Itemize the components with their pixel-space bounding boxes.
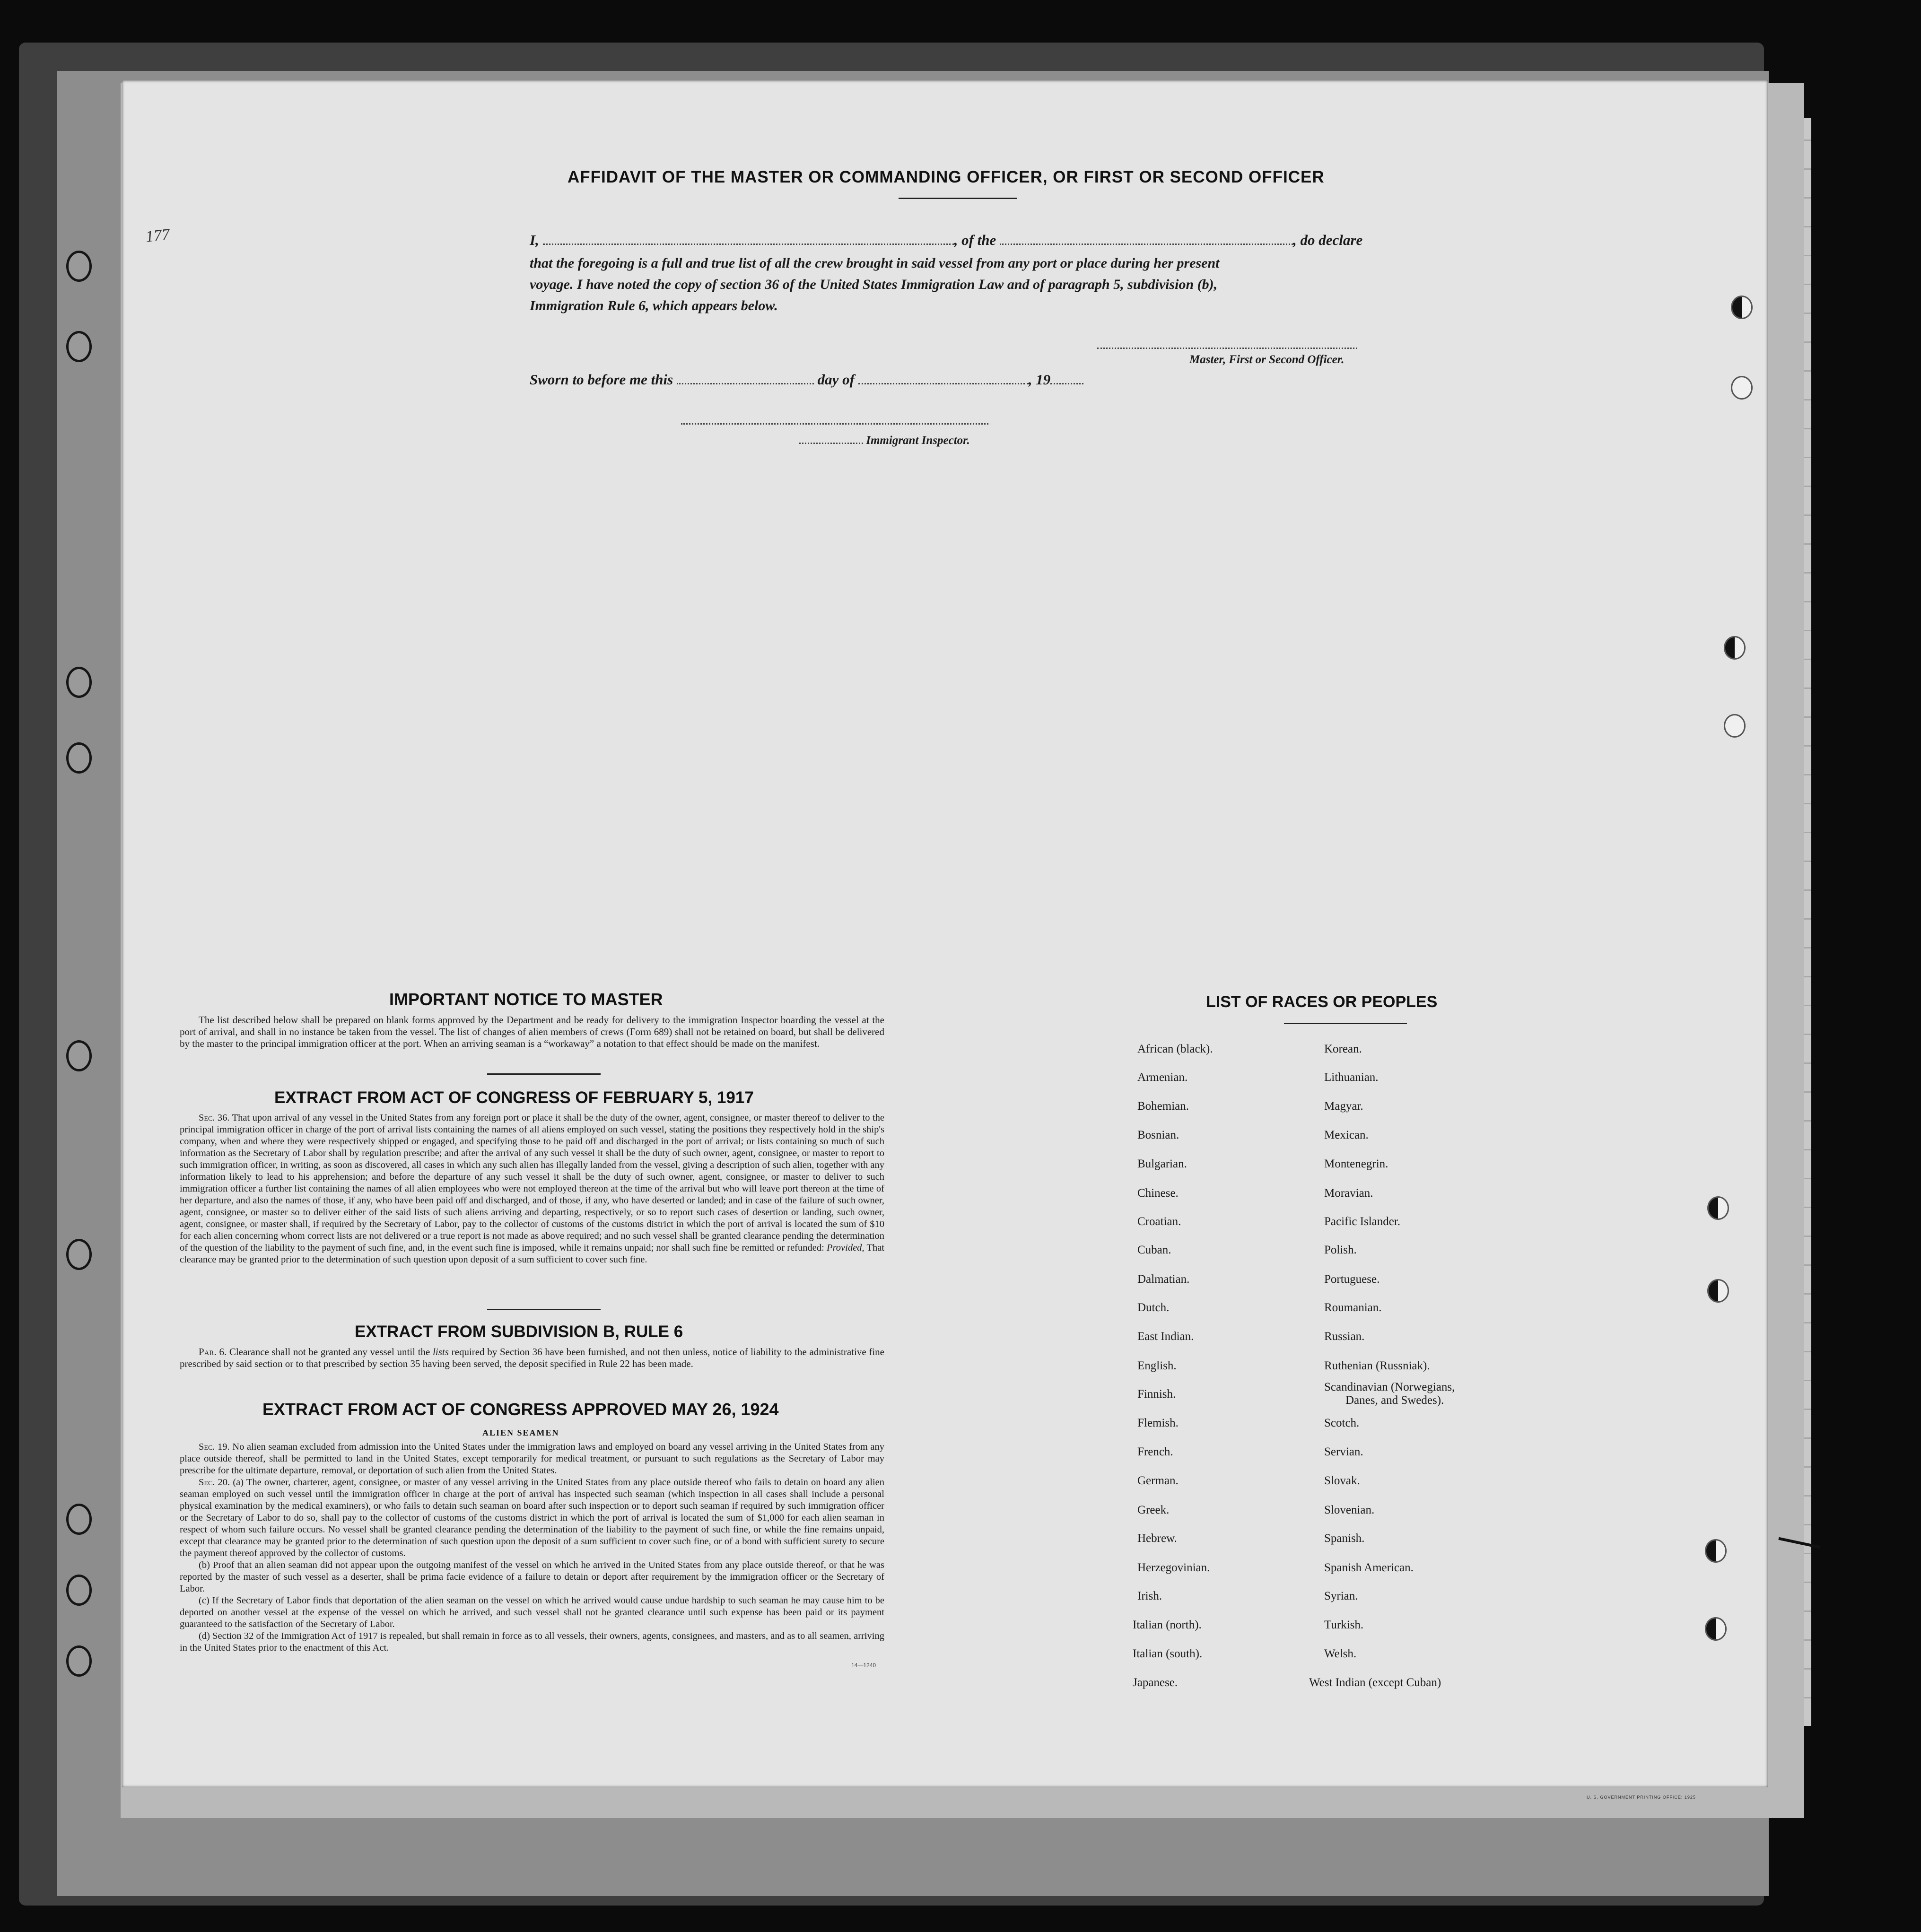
- affidavit-of-the: , of the: [954, 232, 996, 248]
- race-item: Croatian.: [1137, 1215, 1181, 1228]
- sec-20-label: Sec. 20.: [199, 1477, 230, 1488]
- punch-hole-icon: [1731, 296, 1753, 319]
- race-item: Herzegovinian.: [1137, 1561, 1210, 1574]
- race-item: Bulgarian.: [1137, 1157, 1187, 1170]
- races-title: LIST OF RACES OR PEOPLES: [1206, 993, 1438, 1011]
- punch-hole-icon: [1724, 636, 1746, 660]
- extract-1917-title: EXTRACT FROM ACT OF CONGRESS OF FEBRUARY 5, 1917: [274, 1088, 754, 1107]
- race-item: Flemish.: [1137, 1417, 1179, 1429]
- race-item: Scandinavian (Norwegians,: [1324, 1381, 1455, 1393]
- rule6-text-b: required by Section 36 have been furnished, and not then unless, notice of liability to the administrative fine prescribed by said section or to that prescribed by section 35 having been served, the deposit specified in Rule 22 has been made.: [180, 1346, 885, 1369]
- inspector-label: Immigrant Inspector.: [866, 434, 970, 447]
- race-item: Greek.: [1137, 1504, 1170, 1516]
- race-item: German.: [1137, 1474, 1179, 1487]
- extract-1917-rule: [487, 1309, 601, 1310]
- sworn-line: [530, 371, 1083, 388]
- punch-hole-icon: [1731, 376, 1753, 400]
- extract-rule6-body: [180, 1346, 884, 1370]
- race-item: Slovak.: [1324, 1474, 1360, 1487]
- race-item: Scotch.: [1324, 1417, 1360, 1429]
- race-item: Pacific Islander.: [1324, 1215, 1401, 1228]
- race-item: Cuban.: [1137, 1244, 1171, 1256]
- sec-20a-text: (a) The owner, charterer, agent, consignee, or master of any vessel arriving in the United States from any place outside thereof who fails to detain on board any alien seaman employed on such vessel until the immigration officer in charge at the port of arrival has inspected such seaman (which inspection in all cases shall include a personal physical examination by the medical examiners), or who fails to detain such seaman on board after such inspection or to deport such seaman if required by such immigration officer or the Secretary of Labor to do so, shall pay to the collector of customs of the customs district in which the port of arrival is located the sum of $1,000 for each alien seaman in respect of whom such failure occurs. No vessel shall be granted clearance pending the determination of the liability to the payment of such fine, or while the fine remains unpaid, except that clearance may be granted prior to the determination of such question upon the deposit of a sum sufficient to cover such fine, or of a bond with sufficient surety to secure the payment thereof approved by the collector of customs.: [180, 1477, 885, 1558]
- race-item: Magyar.: [1324, 1100, 1363, 1113]
- race-item: Bohemian.: [1137, 1100, 1189, 1113]
- affidavit-line-3: voyage. I have noted the copy of section 36 of the United States Immigration Law and of paragraph 5, subdivision (b),: [530, 277, 1218, 292]
- race-item: Dalmatian.: [1137, 1273, 1190, 1286]
- rule6-text-a: Clearance shall not be granted any vessel until the: [229, 1346, 430, 1358]
- vessel-field[interactable]: [1000, 235, 1293, 245]
- race-item: Korean.: [1324, 1043, 1362, 1055]
- sec-36-text: That upon arrival of any vessel in the United States from any foreign port or place it shall be the duty of the owner, agent, consignee, or master thereof to deliver to the principal immigration officer in charge of the port of arrival lists containing the names of all aliens employed on such vessel, stating the positions they respectively hold in the ship's company, when and where they were respectively shipped or engaged, and specifying those to be paid off and discharged in the port of arrival; or lists containing so much of such information as the Secretary of Labor shall by regulation prescribe; and after the arrival of any such vessel it shall be the duty of such owner, agent, consignee, or master to report to such immigration officer, in writing, as soon as discovered, all cases in which any such alien has illegally landed from the vessel, giving a description of such alien, together with any information likely to lead to his apprehension; and before the departure of any such vessel it shall be the duty of such owner, agent, consignee, or master to deliver to such immigration officer a further list containing the names of all alien employees who were not employed thereon at the time of the arrival but who will leave port thereon at the time of her departure, and also the names of those, if any, who have been paid off and discharged, and of those, if any, who have deserted or landed; and in case of the failure of such owner, agent, consignee, or master so to deliver either of the said lists of such aliens arriving and departing, respectively, or so to report such cases of desertion or landing, such owner, agent, consignee, or master shall, if required by the Secretary of Labor, pay to the collector of customs of the customs district in which the port of arrival is located the sum of $10 for each alien concerning whom correct lists are not delivered or a true report is not made as above required; and no such vessel shall be granted clearance pending the determination of the question of the liability to the payment of such fine, and, in the event such fine is imposed, while it remains unpaid; nor shall such fine be remitted or refunded:: [180, 1113, 884, 1253]
- ring-hole-icon: [66, 331, 92, 362]
- race-item: Finnish.: [1137, 1388, 1176, 1401]
- inspector-name-field[interactable]: [799, 437, 863, 444]
- margin-note: 177: [145, 226, 171, 246]
- extract-1917-body: [180, 1112, 884, 1266]
- sec-20d-text: (d) Section 32 of the Immigration Act of 1917 is repealed, but shall remain in force as to all vessels, their owners, agents, consignees, and masters, and as to all seamen, arriving in the United States prior to the enactment of this Act.: [180, 1631, 884, 1653]
- affidavit-line-2: that the foregoing is a full and true list of all the crew brought in said vessel from any port or place during her present: [530, 255, 1220, 271]
- race-item: Spanish.: [1324, 1532, 1365, 1545]
- printer-imprint: U. S. GOVERNMENT PRINTING OFFICE: 1925: [1587, 1795, 1696, 1800]
- punch-hole-icon: [1705, 1539, 1727, 1563]
- race-item: Italian (south).: [1133, 1647, 1203, 1660]
- race-item: Chinese.: [1137, 1187, 1179, 1200]
- race-item: Slovenian.: [1324, 1504, 1375, 1516]
- race-item: Welsh.: [1324, 1647, 1357, 1660]
- race-item: Turkish.: [1324, 1619, 1364, 1631]
- extract-1924-body: [180, 1441, 884, 1654]
- race-item: Hebrew.: [1137, 1532, 1177, 1545]
- sworn-year: , 19: [1028, 371, 1051, 388]
- sworn-day-field[interactable]: [677, 374, 814, 384]
- punch-hole-icon: [1707, 1279, 1729, 1303]
- ring-hole-icon: [66, 1239, 92, 1270]
- race-item: Armenian.: [1137, 1071, 1188, 1084]
- races-title-rule: [1284, 1023, 1407, 1024]
- race-item: Danes, and Swedes).: [1345, 1394, 1444, 1407]
- race-item: Lithuanian.: [1324, 1071, 1379, 1084]
- race-item: Portuguese.: [1324, 1273, 1380, 1286]
- notice-body: [180, 1014, 884, 1050]
- punch-hole-icon: [1705, 1617, 1727, 1641]
- race-item: Moravian.: [1324, 1187, 1373, 1200]
- sec-20b-text: (b) Proof that an alien seaman did not appear upon the outgoing manifest of the vessel on which he arrived in the United States from any place outside thereof, or that he was reported by the master of such vessel as a deserter, shall be prima facie evidence of a failure to detain or deport after requirement by the immigration officer or the Secretary of Labor.: [180, 1560, 884, 1594]
- race-item: French.: [1137, 1445, 1173, 1458]
- sworn-year-field[interactable]: [1050, 374, 1083, 384]
- inspector-line: [799, 434, 970, 447]
- affidavit-declare: , do declare: [1293, 232, 1363, 248]
- race-item: West Indian (except Cuban): [1309, 1676, 1441, 1689]
- race-item: Irish.: [1137, 1590, 1162, 1602]
- race-item: Japanese.: [1133, 1676, 1178, 1689]
- sec-36-label: Sec. 36.: [199, 1113, 230, 1123]
- alien-seamen-subtitle: ALIEN SEAMEN: [482, 1428, 559, 1437]
- notice-rule: [487, 1073, 601, 1075]
- affidavit-line-1: [530, 232, 1362, 249]
- race-item: English.: [1137, 1359, 1177, 1372]
- race-item: Dutch.: [1137, 1301, 1170, 1314]
- ring-hole-icon: [66, 1575, 92, 1606]
- master-signature-label: Master, First or Second Officer.: [1189, 353, 1345, 366]
- master-signature-line[interactable]: [1097, 348, 1357, 349]
- punch-hole-icon: [1707, 1196, 1729, 1220]
- race-item: East Indian.: [1137, 1330, 1194, 1343]
- affidavit-line-4: Immigration Rule 6, which appears below.: [530, 298, 778, 313]
- race-item: Italian (north).: [1133, 1619, 1202, 1631]
- race-item: Montenegrin.: [1324, 1157, 1388, 1170]
- provided-label: Provided,: [827, 1243, 864, 1253]
- race-item: Polish.: [1324, 1244, 1357, 1256]
- par-6-label: Par. 6.: [199, 1346, 227, 1358]
- race-item: Russian.: [1324, 1330, 1365, 1343]
- ring-hole-icon: [66, 742, 92, 774]
- ring-hole-icon: [66, 251, 92, 282]
- lists-word: lists: [433, 1346, 449, 1358]
- affidavit-i: I,: [530, 232, 539, 248]
- race-item: Syrian.: [1324, 1590, 1358, 1602]
- ring-hole-icon: [66, 1504, 92, 1535]
- sec-19-text: No alien seaman excluded from admission into the United States under the immigration laws and employed on board any vessel arriving in the United States from any place outside thereof, shall be permitted to land in the United States, except temporarily for medical treatment, or pursuant to such regulations as the Secretary of Labor may prescribe for the ultimate departure, removal, or deportation of such alien from the United States.: [180, 1442, 885, 1476]
- race-item: Mexican.: [1324, 1129, 1369, 1141]
- race-item: Spanish American.: [1324, 1561, 1414, 1574]
- race-item: Ruthenian (Russniak).: [1324, 1359, 1430, 1372]
- proviso-text: That clearance may be granted prior to the determination of such question upon deposit of a sum sufficient to cover such fine.: [180, 1243, 885, 1265]
- notice-paragraph: The list described below shall be prepared on blank forms approved by the Department and be ready for delivery to the immigration Inspector boarding the vessel at the port of arrival, and shall in no instance be taken from the vessel. The list of changes of alien members of crews (Form 689) shall not be retained on board, but shall be delivered by the master to the principal immigration officer at the port. When an arriving seaman is a “workaway” a notation to that effect should be made on the manifest.: [180, 1014, 884, 1049]
- inspector-signature-line[interactable]: [681, 423, 988, 425]
- form-code: 14—1240: [851, 1662, 876, 1669]
- notice-title: IMPORTANT NOTICE TO MASTER: [389, 990, 663, 1009]
- race-item: Bosnian.: [1137, 1129, 1179, 1141]
- name-field[interactable]: [543, 235, 954, 245]
- affidavit-title-rule: [899, 198, 1017, 199]
- extract-1924-title: EXTRACT FROM ACT OF CONGRESS APPROVED MAY 26, 1924: [262, 1400, 779, 1419]
- sworn-prefix: Sworn to before me this: [530, 371, 673, 388]
- punch-hole-icon: [1724, 714, 1746, 738]
- ring-hole-icon: [66, 667, 92, 698]
- sworn-day-of: day of: [817, 371, 855, 388]
- sec-20c-text: (c) If the Secretary of Labor finds that deportation of the alien seaman on the vessel on which he arrived would cause undue hardship to such seaman he may cause him to be deported on another vessel at the expense of the vessel on which he arrived, and such vessel shall not be granted clearance until such expense has been paid or its payment guaranteed to the satisfaction of the Secretary of Labor.: [180, 1595, 884, 1629]
- ring-hole-icon: [66, 1645, 92, 1677]
- ring-hole-icon: [66, 1040, 92, 1071]
- sec-19-label: Sec. 19.: [199, 1442, 230, 1452]
- sworn-month-field[interactable]: [858, 374, 1029, 384]
- extract-rule6-title: EXTRACT FROM SUBDIVISION B, RULE 6: [355, 1323, 683, 1341]
- race-item: Servian.: [1324, 1445, 1363, 1458]
- race-item: Roumanian.: [1324, 1301, 1382, 1314]
- race-item: African (black).: [1137, 1043, 1213, 1055]
- affidavit-title: AFFIDAVIT OF THE MASTER OR COMMANDING OFFICER, OR FIRST OR SECOND OFFICER: [568, 168, 1325, 186]
